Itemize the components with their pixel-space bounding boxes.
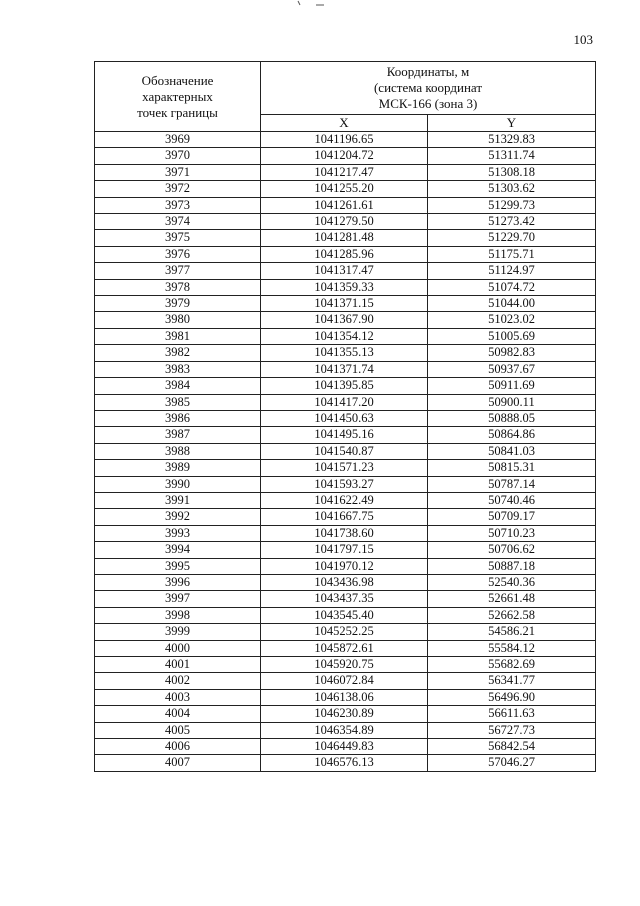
points-header-line: Обозначение xyxy=(141,72,214,88)
table-row xyxy=(95,624,596,640)
table-row xyxy=(95,378,596,394)
y-coordinate-cell: 56496.90 xyxy=(428,689,596,705)
y-coordinate-cell: 52540.36 xyxy=(428,574,596,590)
point-id-cell: 3979 xyxy=(95,296,261,312)
table-row xyxy=(95,542,596,558)
table-row xyxy=(95,443,596,459)
x-coordinate-cell: 1041797.15 xyxy=(261,542,428,558)
y-coordinate-cell: 50709.17 xyxy=(428,509,596,525)
table-row xyxy=(95,460,596,476)
y-coordinate-cell: 50937.67 xyxy=(428,361,596,377)
x-coordinate-cell: 1041359.33 xyxy=(261,279,428,295)
point-id-cell: 3990 xyxy=(95,476,261,492)
point-id-cell: 3983 xyxy=(95,361,261,377)
table-row xyxy=(95,394,596,410)
x-coordinate-cell: 1041417.20 xyxy=(261,394,428,410)
x-coordinate-cell: 1046072.84 xyxy=(261,673,428,689)
x-coordinate-cell: 1043545.40 xyxy=(261,607,428,623)
point-id-cell: 3998 xyxy=(95,607,261,623)
y-coordinate-cell: 51124.97 xyxy=(428,263,596,279)
y-coordinate-cell: 51308.18 xyxy=(428,164,596,180)
point-id-cell: 3984 xyxy=(95,378,261,394)
point-id-cell: 3987 xyxy=(95,427,261,443)
point-id-cell: 3976 xyxy=(95,246,261,262)
table-row xyxy=(95,410,596,426)
x-coordinate-cell: 1041450.63 xyxy=(261,410,428,426)
y-coordinate-cell: 57046.27 xyxy=(428,755,596,771)
table-row xyxy=(95,279,596,295)
y-coordinate-cell: 56842.54 xyxy=(428,739,596,755)
x-coordinate-cell: 1041255.20 xyxy=(261,181,428,197)
coords-header-line: (система координат xyxy=(373,80,483,95)
point-id-cell: 3981 xyxy=(95,328,261,344)
x-coordinate-cell: 1041217.47 xyxy=(261,164,428,180)
x-coordinate-cell: 1041540.87 xyxy=(261,443,428,459)
x-coordinate-cell: 1045872.61 xyxy=(261,640,428,656)
points-header-line: характерных xyxy=(142,88,213,104)
point-id-cell: 3999 xyxy=(95,624,261,640)
point-id-cell: 3988 xyxy=(95,443,261,459)
table-row xyxy=(95,755,596,771)
y-coordinate-cell: 56611.63 xyxy=(428,706,596,722)
point-id-cell: 3975 xyxy=(95,230,261,246)
table-row xyxy=(95,558,596,574)
table-row xyxy=(95,345,596,361)
table-row xyxy=(95,722,596,738)
x-coordinate-cell: 1041281.48 xyxy=(261,230,428,246)
x-coordinate-cell: 1046230.89 xyxy=(261,706,428,722)
y-coordinate-cell: 52661.48 xyxy=(428,591,596,607)
y-coordinate-cell: 50982.83 xyxy=(428,345,596,361)
x-coordinate-cell: 1046576.13 xyxy=(261,755,428,771)
y-coordinate-cell: 51023.02 xyxy=(428,312,596,328)
y-coordinate-cell: 51299.73 xyxy=(428,197,596,213)
point-id-cell: 3971 xyxy=(95,164,261,180)
point-id-cell: 3985 xyxy=(95,394,261,410)
x-coordinate-cell: 1041285.96 xyxy=(261,246,428,262)
y-coordinate-cell: 54586.21 xyxy=(428,624,596,640)
table-row xyxy=(95,739,596,755)
table-row xyxy=(95,132,596,148)
point-id-cell: 3970 xyxy=(95,148,261,164)
y-coordinate-cell: 50888.05 xyxy=(428,410,596,426)
y-coordinate-cell: 50911.69 xyxy=(428,378,596,394)
table-row xyxy=(95,689,596,705)
point-id-cell: 3980 xyxy=(95,312,261,328)
x-coordinate-cell: 1045920.75 xyxy=(261,657,428,673)
table-row xyxy=(95,181,596,197)
x-coordinate-cell: 1046354.89 xyxy=(261,722,428,738)
coords-header-line: МСК-166 (зона 3) xyxy=(378,96,478,111)
point-id-cell: 3992 xyxy=(95,509,261,525)
y-coordinate-cell: 50900.11 xyxy=(428,394,596,410)
table-row xyxy=(95,361,596,377)
x-coordinate-cell: 1041371.74 xyxy=(261,361,428,377)
table-row xyxy=(95,476,596,492)
point-id-cell: 3972 xyxy=(95,181,261,197)
y-coordinate-cell: 50740.46 xyxy=(428,492,596,508)
table-row xyxy=(95,197,596,213)
x-coordinate-cell: 1043436.98 xyxy=(261,574,428,590)
page-number: 103 xyxy=(573,32,593,47)
point-id-cell: 3997 xyxy=(95,591,261,607)
x-coordinate-cell: 1045252.25 xyxy=(261,624,428,640)
table-row xyxy=(95,657,596,673)
table-row xyxy=(95,525,596,541)
point-id-cell: 3974 xyxy=(95,214,261,230)
x-coordinate-cell: 1043437.35 xyxy=(261,591,428,607)
table-row xyxy=(95,164,596,180)
point-id-cell: 3977 xyxy=(95,263,261,279)
point-id-cell: 3996 xyxy=(95,574,261,590)
table-row xyxy=(95,574,596,590)
header-row xyxy=(95,62,596,115)
x-coordinate-cell: 1041667.75 xyxy=(261,509,428,525)
table-row xyxy=(95,246,596,262)
point-id-cell: 3989 xyxy=(95,460,261,476)
table-row xyxy=(95,492,596,508)
table-row xyxy=(95,148,596,164)
y-coordinate-cell: 51005.69 xyxy=(428,328,596,344)
y-coordinate-cell: 51311.74 xyxy=(428,148,596,164)
x-coordinate-cell: 1041495.16 xyxy=(261,427,428,443)
table-row xyxy=(95,509,596,525)
table-row xyxy=(95,312,596,328)
scan-artifact-mark xyxy=(296,0,326,6)
point-id-cell: 4007 xyxy=(95,755,261,771)
y-coordinate-cell: 50787.14 xyxy=(428,476,596,492)
point-id-cell: 4002 xyxy=(95,673,261,689)
y-coordinate-cell: 50864.86 xyxy=(428,427,596,443)
table-row xyxy=(95,706,596,722)
y-coordinate-cell: 50815.31 xyxy=(428,460,596,476)
point-id-cell: 3969 xyxy=(95,132,261,148)
x-coordinate-cell: 1041571.23 xyxy=(261,460,428,476)
x-coordinate-cell: 1041395.85 xyxy=(261,378,428,394)
y-coordinate-cell: 55682.69 xyxy=(428,657,596,673)
y-coordinate-cell: 50841.03 xyxy=(428,443,596,459)
x-coordinate-cell: 1041367.90 xyxy=(261,312,428,328)
table-row xyxy=(95,427,596,443)
point-id-cell: 3973 xyxy=(95,197,261,213)
table-body xyxy=(95,132,596,772)
x-coordinate-cell: 1041970.12 xyxy=(261,558,428,574)
point-id-cell: 3986 xyxy=(95,410,261,426)
table-row xyxy=(95,263,596,279)
y-coordinate-cell: 51044.00 xyxy=(428,296,596,312)
coordinates-column-header xyxy=(261,62,596,115)
y-coordinate-cell: 52662.58 xyxy=(428,607,596,623)
y-coordinate-cell: 51229.70 xyxy=(428,230,596,246)
table-row xyxy=(95,607,596,623)
point-id-cell: 3994 xyxy=(95,542,261,558)
table-row xyxy=(95,328,596,344)
x-coordinate-cell: 1041593.27 xyxy=(261,476,428,492)
y-coordinate-cell: 51303.62 xyxy=(428,181,596,197)
table-row xyxy=(95,230,596,246)
y-coordinate-cell: 51074.72 xyxy=(428,279,596,295)
x-coordinate-cell: 1041196.65 xyxy=(261,132,428,148)
point-id-cell: 3995 xyxy=(95,558,261,574)
y-coordinate-cell: 55584.12 xyxy=(428,640,596,656)
y-coordinate-cell: 51329.83 xyxy=(428,132,596,148)
point-id-cell: 4001 xyxy=(95,657,261,673)
x-coordinate-cell: 1041279.50 xyxy=(261,214,428,230)
y-column-header: Y xyxy=(428,115,596,132)
y-coordinate-cell: 51273.42 xyxy=(428,214,596,230)
x-coordinate-cell: 1041622.49 xyxy=(261,492,428,508)
x-coordinate-cell: 1041261.61 xyxy=(261,197,428,213)
coordinates-table xyxy=(94,61,596,772)
point-id-cell: 3993 xyxy=(95,525,261,541)
table-row xyxy=(95,296,596,312)
points-header-line: точек границы xyxy=(137,104,218,120)
x-coordinate-cell: 1041355.13 xyxy=(261,345,428,361)
point-id-cell: 3991 xyxy=(95,492,261,508)
x-coordinate-cell: 1041371.15 xyxy=(261,296,428,312)
coords-header-line: Координаты, м xyxy=(386,64,470,79)
point-id-cell: 4005 xyxy=(95,722,261,738)
x-coordinate-cell: 1046449.83 xyxy=(261,739,428,755)
y-coordinate-cell: 56727.73 xyxy=(428,722,596,738)
points-column-header xyxy=(95,62,261,132)
point-id-cell: 3978 xyxy=(95,279,261,295)
y-coordinate-cell: 50710.23 xyxy=(428,525,596,541)
point-id-cell: 4006 xyxy=(95,739,261,755)
table-row xyxy=(95,214,596,230)
point-id-cell: 4003 xyxy=(95,689,261,705)
table-row xyxy=(95,640,596,656)
table-row xyxy=(95,673,596,689)
x-coordinate-cell: 1041738.60 xyxy=(261,525,428,541)
point-id-cell: 3982 xyxy=(95,345,261,361)
y-coordinate-cell: 51175.71 xyxy=(428,246,596,262)
x-coordinate-cell: 1041204.72 xyxy=(261,148,428,164)
x-coordinate-cell: 1041354.12 xyxy=(261,328,428,344)
x-column-header: X xyxy=(261,115,428,132)
point-id-cell: 4004 xyxy=(95,706,261,722)
point-id-cell: 4000 xyxy=(95,640,261,656)
x-coordinate-cell: 1046138.06 xyxy=(261,689,428,705)
table-row xyxy=(95,591,596,607)
x-coordinate-cell: 1041317.47 xyxy=(261,263,428,279)
y-coordinate-cell: 56341.77 xyxy=(428,673,596,689)
y-coordinate-cell: 50706.62 xyxy=(428,542,596,558)
y-coordinate-cell: 50887.18 xyxy=(428,558,596,574)
